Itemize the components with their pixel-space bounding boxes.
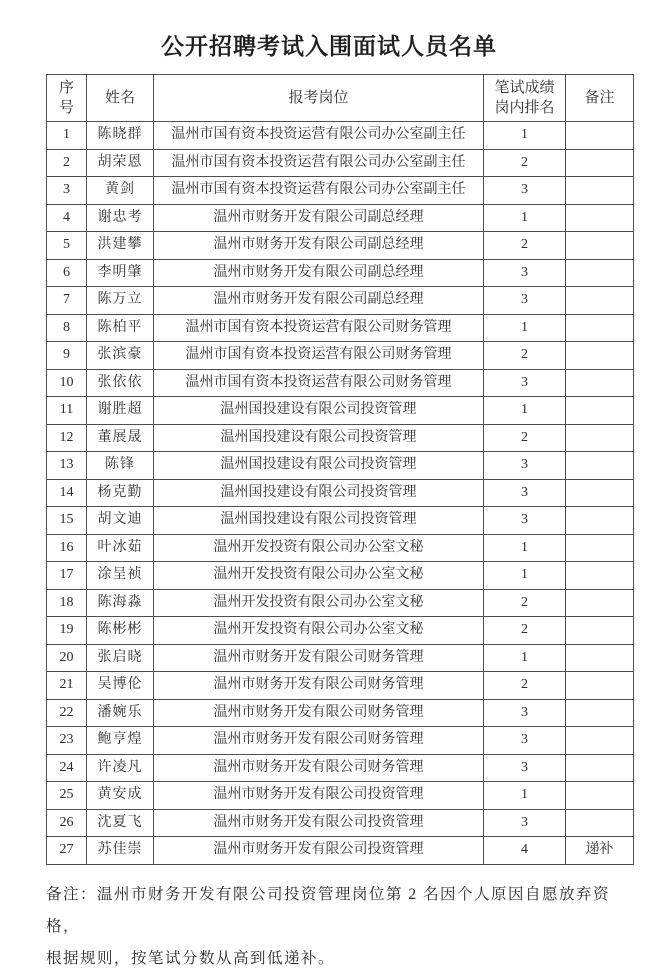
cell-remark	[566, 534, 634, 562]
cell-remark	[566, 782, 634, 810]
cell-name: 黄剑	[87, 177, 154, 205]
table-row	[47, 754, 634, 782]
cell-position: 温州市国有资本投资运营有限公司办公室副主任	[154, 177, 484, 205]
cell-rank: 3	[484, 727, 566, 755]
header-col-position: 报考岗位	[154, 75, 484, 122]
cell-position: 温州市国有资本投资运营有限公司财务管理	[154, 314, 484, 342]
table-body	[47, 122, 634, 865]
cell-position: 温州市财务开发有限公司副总经理	[154, 204, 484, 232]
cell-rank: 2	[484, 589, 566, 617]
cell-rank: 1	[484, 397, 566, 425]
cell-name: 谢胜超	[87, 397, 154, 425]
cell-serial-number: 19	[47, 617, 87, 645]
cell-name: 苏佳崇	[87, 837, 154, 865]
cell-serial-number: 15	[47, 507, 87, 535]
cell-rank: 1	[484, 534, 566, 562]
table-row	[47, 342, 634, 370]
cell-remark	[566, 754, 634, 782]
header-col-rank: 笔试成绩岗内排名	[484, 75, 566, 122]
cell-remark	[566, 672, 634, 700]
cell-rank: 3	[484, 809, 566, 837]
cell-name: 陈锋	[87, 452, 154, 480]
table-row	[47, 809, 634, 837]
cell-name: 洪建攀	[87, 232, 154, 260]
cell-name: 吴博伦	[87, 672, 154, 700]
cell-rank: 1	[484, 314, 566, 342]
cell-name: 张启晓	[87, 644, 154, 672]
cell-position: 温州国投建设有限公司投资管理	[154, 507, 484, 535]
cell-rank: 1	[484, 122, 566, 150]
cell-position: 温州市国有资本投资运营有限公司财务管理	[154, 342, 484, 370]
cell-rank: 1	[484, 644, 566, 672]
cell-position: 温州市财务开发有限公司副总经理	[154, 287, 484, 315]
cell-serial-number: 10	[47, 369, 87, 397]
header-row	[47, 75, 634, 122]
table-row	[47, 369, 634, 397]
cell-serial-number: 24	[47, 754, 87, 782]
table-row	[47, 507, 634, 535]
cell-rank: 4	[484, 837, 566, 865]
table-row	[47, 617, 634, 645]
cell-name: 陈万立	[87, 287, 154, 315]
cell-serial-number: 26	[47, 809, 87, 837]
table-row	[47, 177, 634, 205]
cell-rank: 2	[484, 617, 566, 645]
cell-remark	[566, 287, 634, 315]
cell-serial-number: 1	[47, 122, 87, 150]
cell-position: 温州开发投资有限公司办公室文秘	[154, 534, 484, 562]
cell-rank: 3	[484, 479, 566, 507]
table-row	[47, 314, 634, 342]
table-row	[47, 287, 634, 315]
table-row	[47, 672, 634, 700]
cell-name: 陈海淼	[87, 589, 154, 617]
cell-remark	[566, 424, 634, 452]
cell-remark	[566, 369, 634, 397]
cell-name: 陈晓群	[87, 122, 154, 150]
cell-name: 杨克勤	[87, 479, 154, 507]
table-row	[47, 397, 634, 425]
candidate-table	[46, 74, 634, 865]
table-row	[47, 122, 634, 150]
cell-serial-number: 17	[47, 562, 87, 590]
cell-serial-number: 20	[47, 644, 87, 672]
cell-serial-number: 9	[47, 342, 87, 370]
cell-remark	[566, 589, 634, 617]
cell-position: 温州市财务开发有限公司副总经理	[154, 259, 484, 287]
cell-serial-number: 13	[47, 452, 87, 480]
cell-remark	[566, 699, 634, 727]
table-header	[47, 75, 634, 122]
cell-position: 温州市财务开发有限公司投资管理	[154, 782, 484, 810]
cell-position: 温州市财务开发有限公司投资管理	[154, 837, 484, 865]
cell-rank: 2	[484, 149, 566, 177]
cell-name: 董展晟	[87, 424, 154, 452]
table-row	[47, 562, 634, 590]
cell-serial-number: 16	[47, 534, 87, 562]
cell-name: 黄安成	[87, 782, 154, 810]
cell-rank: 3	[484, 452, 566, 480]
cell-name: 张依依	[87, 369, 154, 397]
cell-serial-number: 21	[47, 672, 87, 700]
table-row	[47, 259, 634, 287]
cell-serial-number: 8	[47, 314, 87, 342]
table-row	[47, 149, 634, 177]
cell-rank: 2	[484, 424, 566, 452]
cell-serial-number: 11	[47, 397, 87, 425]
page-title: 公开招聘考试入围面试人员名单	[161, 34, 497, 59]
cell-serial-number: 14	[47, 479, 87, 507]
table-row	[47, 232, 634, 260]
cell-remark	[566, 809, 634, 837]
cell-rank: 3	[484, 699, 566, 727]
table-row	[47, 699, 634, 727]
cell-name: 潘婉乐	[87, 699, 154, 727]
cell-rank: 3	[484, 507, 566, 535]
header-col-remark: 备注	[566, 75, 634, 122]
cell-rank: 2	[484, 672, 566, 700]
cell-serial-number: 12	[47, 424, 87, 452]
cell-rank: 3	[484, 177, 566, 205]
table-row	[47, 837, 634, 865]
table-row	[47, 204, 634, 232]
cell-serial-number: 25	[47, 782, 87, 810]
cell-position: 温州开发投资有限公司办公室文秘	[154, 562, 484, 590]
cell-name: 张滨豪	[87, 342, 154, 370]
cell-serial-number: 27	[47, 837, 87, 865]
cell-name: 胡文迪	[87, 507, 154, 535]
table-row	[47, 727, 634, 755]
header-col-no: 序号	[47, 75, 87, 122]
footnote-line-2: 根据规则，按笔试分数从高到低递补。	[46, 949, 336, 967]
cell-rank: 1	[484, 782, 566, 810]
cell-name: 胡荣恩	[87, 149, 154, 177]
cell-rank: 3	[484, 754, 566, 782]
cell-remark	[566, 204, 634, 232]
table-row	[47, 782, 634, 810]
cell-position: 温州市财务开发有限公司财务管理	[154, 727, 484, 755]
cell-name: 李明肇	[87, 259, 154, 287]
cell-remark	[566, 727, 634, 755]
cell-serial-number: 7	[47, 287, 87, 315]
cell-remark	[566, 232, 634, 260]
cell-position: 温州市财务开发有限公司财务管理	[154, 644, 484, 672]
cell-remark	[566, 479, 634, 507]
cell-remark	[566, 314, 634, 342]
cell-serial-number: 5	[47, 232, 87, 260]
cell-name: 许凌凡	[87, 754, 154, 782]
cell-position: 温州市财务开发有限公司财务管理	[154, 672, 484, 700]
table-row	[47, 479, 634, 507]
cell-remark	[566, 452, 634, 480]
cell-remark	[566, 644, 634, 672]
footnote-block	[46, 879, 621, 975]
cell-rank: 2	[484, 232, 566, 260]
cell-remark	[566, 177, 634, 205]
cell-serial-number: 6	[47, 259, 87, 287]
cell-rank: 1	[484, 562, 566, 590]
table-row	[47, 644, 634, 672]
cell-position: 温州开发投资有限公司办公室文秘	[154, 589, 484, 617]
cell-position: 温州市财务开发有限公司副总经理	[154, 232, 484, 260]
cell-rank: 1	[484, 204, 566, 232]
cell-serial-number: 22	[47, 699, 87, 727]
table-row	[47, 452, 634, 480]
cell-name: 谢忠考	[87, 204, 154, 232]
cell-position: 温州市财务开发有限公司财务管理	[154, 754, 484, 782]
cell-serial-number: 4	[47, 204, 87, 232]
cell-remark	[566, 617, 634, 645]
cell-remark: 递补	[566, 837, 634, 865]
cell-position: 温州国投建设有限公司投资管理	[154, 452, 484, 480]
cell-remark	[566, 122, 634, 150]
cell-remark	[566, 562, 634, 590]
cell-serial-number: 3	[47, 177, 87, 205]
cell-rank: 2	[484, 342, 566, 370]
table-row	[47, 424, 634, 452]
document-page	[0, 28, 658, 972]
cell-remark	[566, 342, 634, 370]
cell-name: 涂呈祯	[87, 562, 154, 590]
cell-position: 温州市国有资本投资运营有限公司办公室副主任	[154, 122, 484, 150]
cell-rank: 3	[484, 287, 566, 315]
cell-remark	[566, 507, 634, 535]
cell-position: 温州国投建设有限公司投资管理	[154, 397, 484, 425]
cell-position: 温州开发投资有限公司办公室文秘	[154, 617, 484, 645]
cell-rank: 3	[484, 369, 566, 397]
cell-serial-number: 18	[47, 589, 87, 617]
cell-remark	[566, 259, 634, 287]
cell-serial-number: 2	[47, 149, 87, 177]
cell-position: 温州市国有资本投资运营有限公司办公室副主任	[154, 149, 484, 177]
cell-position: 温州国投建设有限公司投资管理	[154, 479, 484, 507]
cell-name: 鲍亨煌	[87, 727, 154, 755]
cell-position: 温州市国有资本投资运营有限公司财务管理	[154, 369, 484, 397]
footnote-line-1: 备注：温州市财务开发有限公司投资管理岗位第 2 名因个人原因自愿放弃资格，	[46, 885, 611, 935]
cell-serial-number: 23	[47, 727, 87, 755]
cell-position: 温州市财务开发有限公司投资管理	[154, 809, 484, 837]
table-row	[47, 534, 634, 562]
cell-name: 沈夏飞	[87, 809, 154, 837]
cell-position: 温州市财务开发有限公司财务管理	[154, 699, 484, 727]
cell-position: 温州国投建设有限公司投资管理	[154, 424, 484, 452]
cell-name: 陈彬彬	[87, 617, 154, 645]
cell-name: 陈柏平	[87, 314, 154, 342]
cell-name: 叶冰茹	[87, 534, 154, 562]
header-col-name: 姓名	[87, 75, 154, 122]
cell-remark	[566, 397, 634, 425]
table-row	[47, 589, 634, 617]
cell-remark	[566, 149, 634, 177]
cell-rank: 3	[484, 259, 566, 287]
